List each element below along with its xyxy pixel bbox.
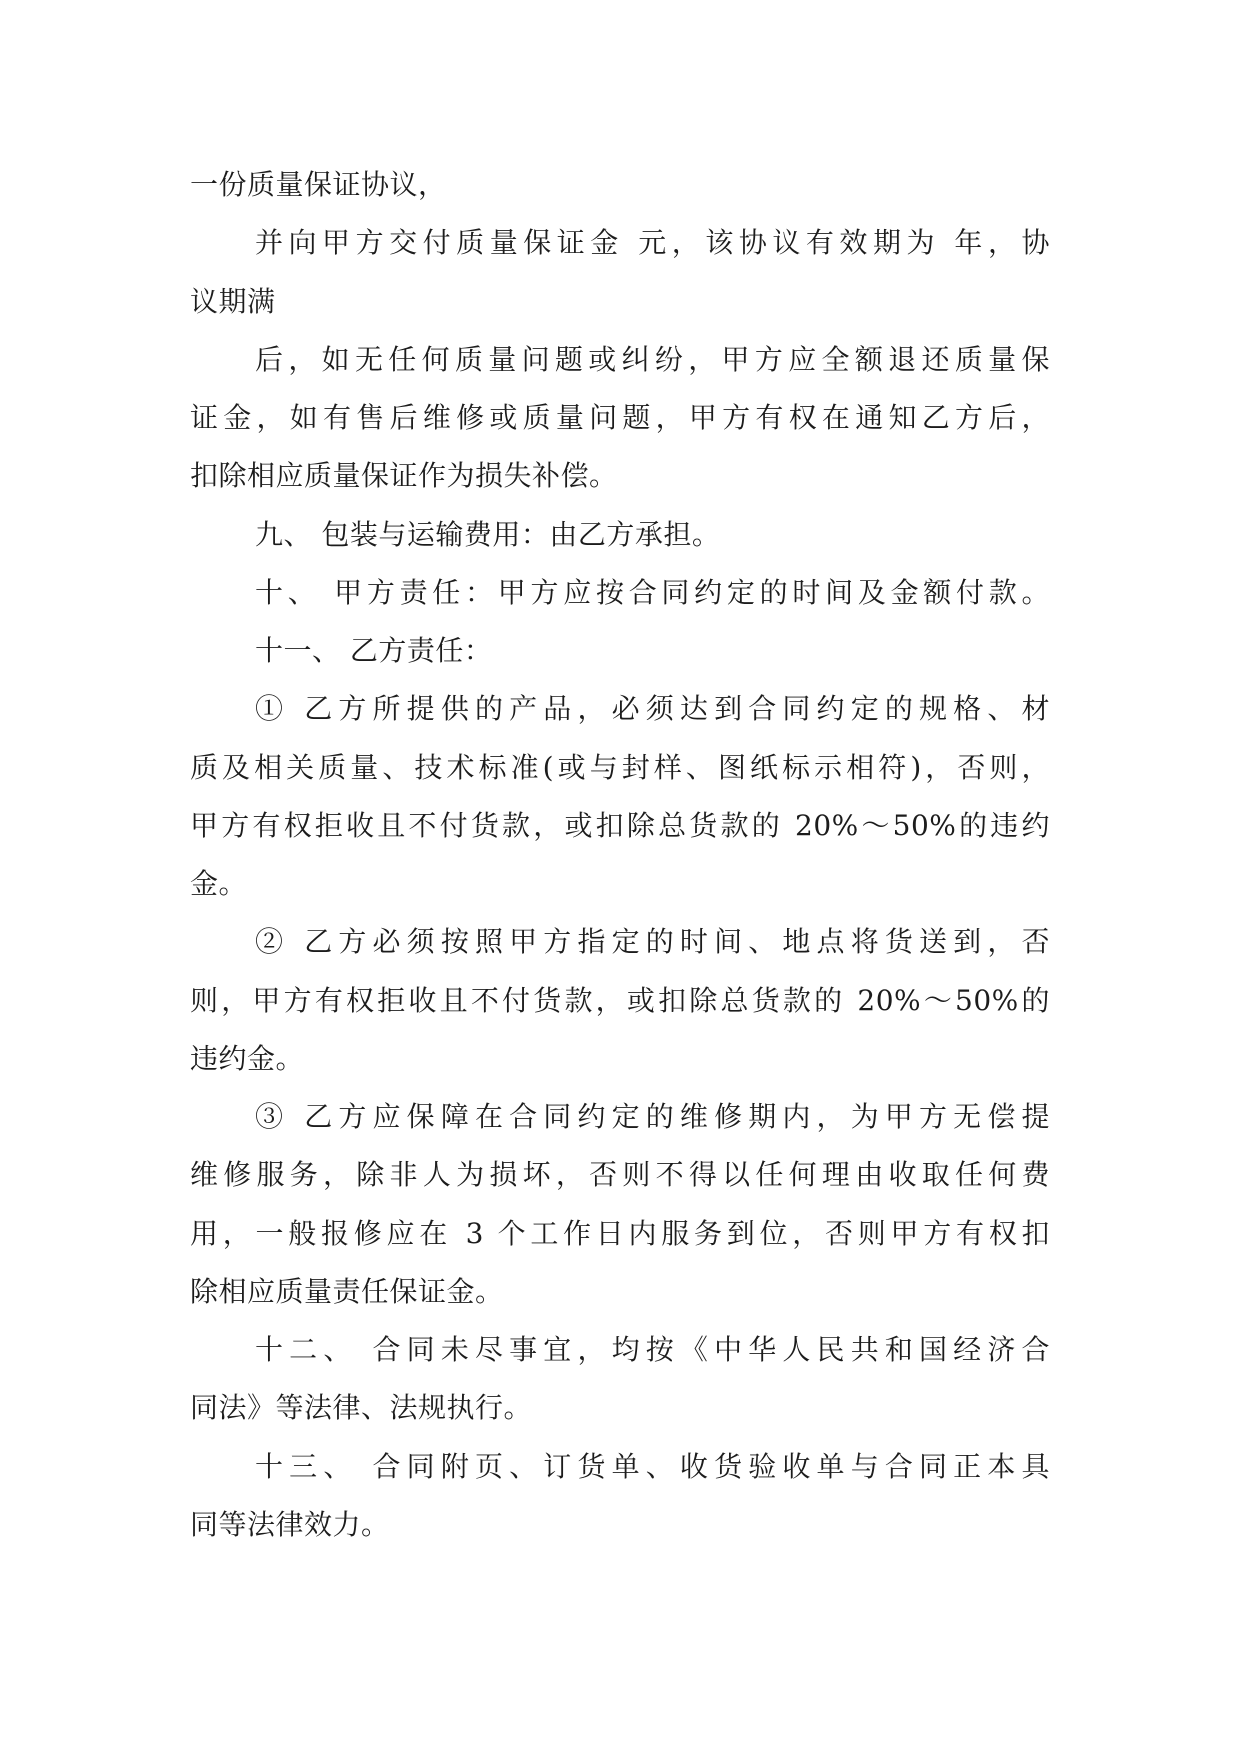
text-line: 十、 甲方责任：甲方应按合同约定的时间及金额付款。 <box>255 575 1050 609</box>
text-line: 用，一般报修应在 3 个工作日内服务到位，否则甲方有权扣 <box>190 1216 1050 1250</box>
text-line: 十一、 乙方责任： <box>255 634 493 667</box>
quality-agreement-intro <box>190 156 1050 214</box>
quality-deposit-refund-paragraph <box>190 331 1050 506</box>
text-line: 金。 <box>190 867 248 900</box>
text-line: 并向甲方交付质量保证金 元，该协议有效期为 年，协 <box>255 226 1050 260</box>
text-line: 同法》等法律、法规执行。 <box>190 1391 533 1425</box>
clause-11-item-2 <box>190 913 1050 1088</box>
clause-10-party-a-responsibility <box>190 564 1050 622</box>
text-line: ③ 乙方应保障在合同约定的维修期内，为甲方无偿提 <box>255 1100 1050 1133</box>
text-line: 十二、 合同未尽事宜，均按《中华人民共和国经济合 <box>255 1333 1050 1366</box>
text-line: 九、 包装与运输费用：由乙方承担。 <box>255 517 721 551</box>
text-line: 同等法律效力。 <box>190 1507 390 1541</box>
text-line: 质及相关质量、技术标准(或与封样、图纸标示相符)，否则， <box>190 750 1050 784</box>
document-body <box>190 156 1050 1554</box>
clause-12-governing-law <box>190 1321 1050 1438</box>
text-line: ① 乙方所提供的产品，必须达到合同约定的规格、材 <box>255 692 1050 726</box>
text-line: ② 乙方必须按照甲方指定的时间、地点将货送到，否 <box>255 925 1050 959</box>
text-line: 议期满 <box>190 284 276 318</box>
text-line: 维修服务，除非人为损坏，否则不得以任何理由收取任何费 <box>190 1158 1050 1192</box>
text-line: 除相应质量责任保证金。 <box>190 1274 504 1308</box>
text-line: 一份质量保证协议， <box>190 168 447 201</box>
clause-13-annex-validity <box>190 1438 1050 1555</box>
clause-9-packaging-transport <box>190 506 1050 564</box>
quality-deposit-paragraph <box>190 214 1050 331</box>
text-line: 甲方有权拒收且不付货款，或扣除总货款的 20%～50%的违约 <box>190 808 1050 842</box>
clause-11-item-3 <box>190 1088 1050 1321</box>
text-line: 后，如无任何质量问题或纠纷，甲方应全额退还质量保 <box>255 342 1050 376</box>
clause-11-item-1 <box>190 680 1050 913</box>
text-line: 十三、 合同附页、订货单、收货验收单与合同正本具 <box>255 1449 1050 1483</box>
text-line: 证金，如有售后维修或质量问题，甲方有权在通知乙方后， <box>190 401 1050 434</box>
text-line: 扣除相应质量保证作为损失补偿。 <box>190 459 618 493</box>
text-line: 违约金。 <box>190 1041 305 1075</box>
clause-11-party-b-responsibility-heading <box>190 622 1050 680</box>
text-line: 则，甲方有权拒收且不付货款，或扣除总货款的 20%～50%的 <box>190 983 1050 1017</box>
